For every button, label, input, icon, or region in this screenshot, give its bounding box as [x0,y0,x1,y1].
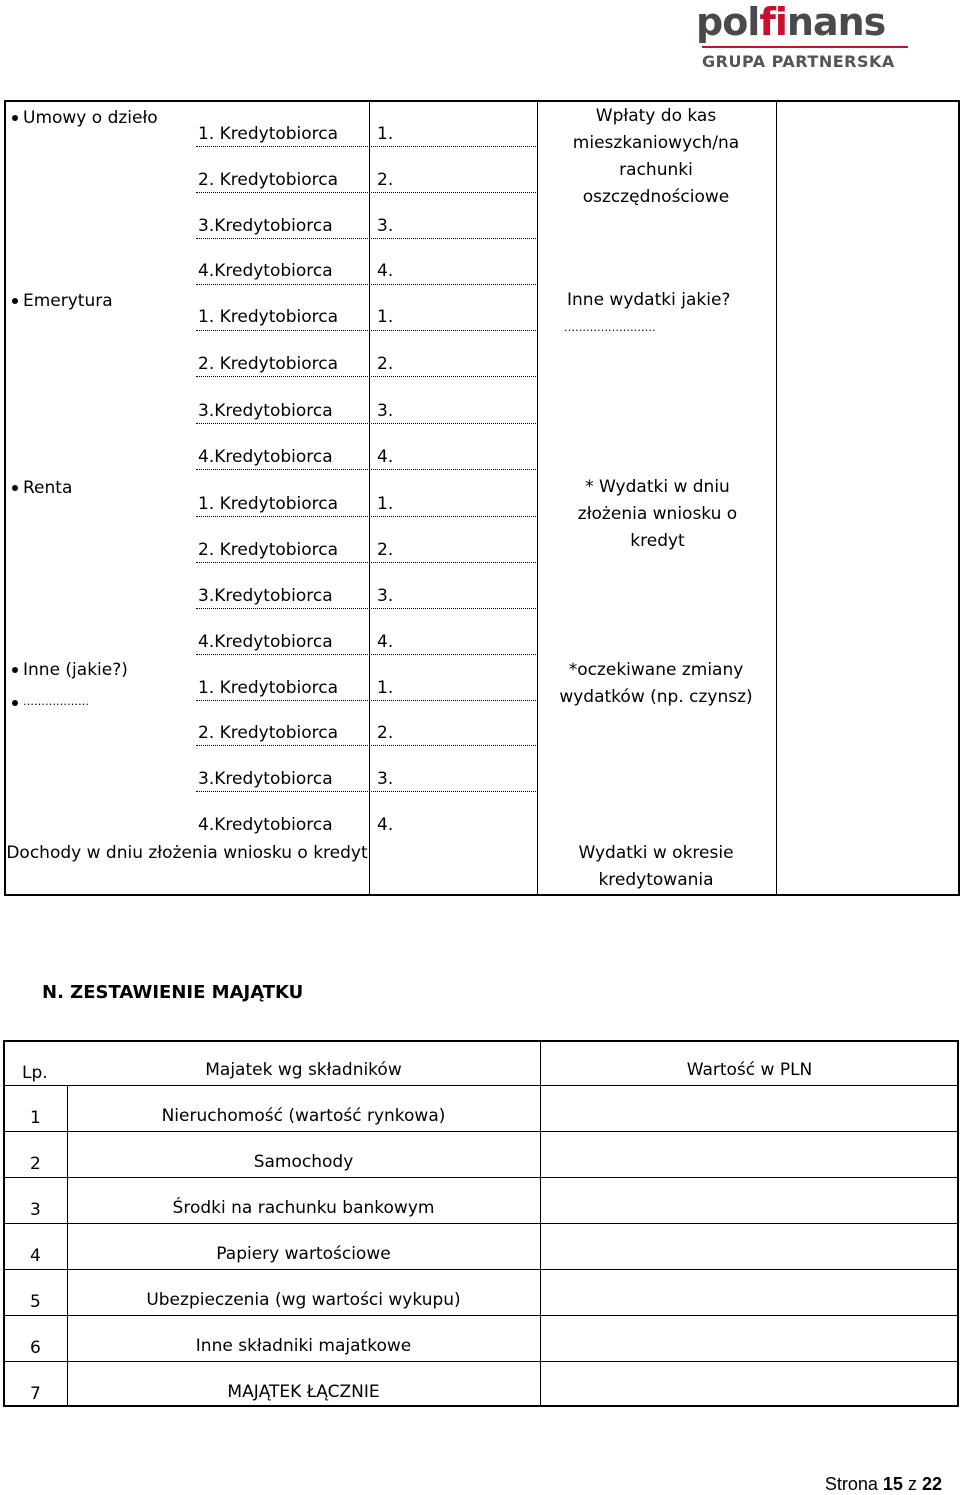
borrower-value[interactable]: 4. [377,261,394,281]
row-rule [3,1269,959,1270]
income-category-contract: Umowy o dzieło [23,108,158,128]
borrower-value[interactable]: 3. [377,401,394,421]
column-divider-3 [776,100,777,896]
borrower-name: 2. Kredytobiorca [198,354,339,374]
bullet-icon [12,667,18,673]
borrower-name: 3.Kredytobiorca [198,401,333,421]
borrower-name: 2. Kredytobiorca [198,170,339,190]
income-expense-table [4,100,960,896]
borrower-value[interactable]: 2. [377,723,394,743]
borrower-value[interactable]: 1. [377,494,394,514]
row-rule [3,1223,959,1224]
page-separator: z [907,1474,917,1494]
row-lp: 4 [30,1246,41,1266]
income-category-pension: Emerytura [23,291,113,311]
expense-savings-label: Wpłaty do kas mieszkaniowych/na rachunki oszczędnościowe [572,106,740,207]
logo-subtitle: GRUPA PARTNERSKA [702,52,895,71]
row-component: MAJĄTEK ŁĄCZNIE [227,1382,380,1402]
income-category-other: Inne (jakie?) [23,660,128,680]
borrower-name: 1. Kredytobiorca [198,124,339,144]
borrower-name: 4.Kredytobiorca [198,261,333,281]
header-lp: Lp. [22,1063,48,1083]
expense-other-label: Inne wydatki jakie? [567,290,731,310]
column-divider-2 [537,100,538,896]
bullet-icon [12,485,18,491]
borrower-value[interactable]: 1. [377,307,394,327]
row-lp: 2 [30,1154,41,1174]
borrower-name: 4.Kredytobiorca [198,815,333,835]
income-other-blank[interactable]: ……………… [23,695,89,708]
income-footer-label: Dochody w dniu złożenia wniosku o kredyt [6,843,368,863]
borrower-value[interactable]: 2. [377,540,394,560]
row-rule [3,1361,959,1362]
borrower-name: 2. Kredytobiorca [198,540,339,560]
borrower-value[interactable]: 2. [377,354,394,374]
row-component: Papiery wartościowe [216,1244,391,1264]
row-rule [3,1177,959,1178]
row-rule [196,146,536,147]
row-rule [196,700,536,701]
borrower-value[interactable]: 3. [377,586,394,606]
row-rule [196,608,536,609]
logo-wordmark: polfinans [696,0,886,44]
page-prefix: Strona [824,1474,878,1494]
header-rule [3,1085,959,1086]
row-rule [196,238,536,239]
row-component: Samochody [253,1152,354,1172]
borrower-value[interactable]: 1. [377,678,394,698]
row-rule [3,1131,959,1132]
row-rule [196,562,536,563]
borrower-name: 1. Kredytobiorca [198,494,339,514]
borrower-name: 1. Kredytobiorca [198,678,339,698]
borrower-name: 2. Kredytobiorca [198,723,339,743]
borrower-value[interactable]: 3. [377,769,394,789]
row-rule [196,654,536,655]
bullet-icon [12,700,18,706]
row-rule [3,1315,959,1316]
current-page: 15 [882,1474,903,1494]
section-title: N. ZESTAWIENIE MAJĄTKU [42,982,304,1003]
row-rule [196,469,536,470]
borrower-value[interactable]: 4. [377,447,394,467]
total-pages: 22 [921,1474,942,1494]
expense-other-blank[interactable]: ……………………. [564,321,656,334]
row-component: Nieruchomość (wartość rynkowa) [161,1106,446,1126]
borrower-name: 3.Kredytobiorca [198,586,333,606]
header-value: Wartość w PLN [686,1060,813,1080]
row-lp: 7 [30,1384,41,1404]
borrower-name: 4.Kredytobiorca [198,632,333,652]
row-rule [196,376,536,377]
column-divider-1 [369,100,370,896]
borrower-value: 4. [377,815,394,835]
logo-rule [702,46,908,48]
row-rule [196,791,536,792]
borrower-value[interactable]: 4. [377,632,394,652]
row-rule [196,192,536,193]
income-category-disability: Renta [23,478,73,498]
borrower-name: 3.Kredytobiorca [198,216,333,236]
row-component: Środki na rachunku bankowym [172,1198,435,1218]
row-rule [196,284,536,285]
row-component: Ubezpieczenia (wg wartości wykupu) [146,1290,461,1310]
row-rule [196,745,536,746]
borrower-name: 4.Kredytobiorca [198,447,333,467]
row-rule [196,423,536,424]
column-divider [540,1040,541,1407]
expense-footer-label: Wydatki w okresie kredytowania [578,843,734,890]
expense-current-note: * Wydatki w dniu złożenia wniosku o kredyt [577,477,738,551]
bullet-icon [12,298,18,304]
bullet-icon [12,115,18,121]
row-lp: 3 [30,1200,41,1220]
borrower-value[interactable]: 2. [377,170,394,190]
borrower-name: 3.Kredytobiorca [198,769,333,789]
polfinans-logo [668,0,944,78]
row-rule [196,330,536,331]
row-lp: 5 [30,1292,41,1312]
borrower-name: 1. Kredytobiorca [198,307,339,327]
row-lp: 6 [30,1338,41,1358]
borrower-value[interactable]: 1. [377,124,394,144]
row-rule [196,516,536,517]
borrower-value[interactable]: 3. [377,216,394,236]
row-component: Inne składniki majatkowe [195,1336,412,1356]
row-lp: 1 [30,1108,41,1128]
header-component: Majatek wg składników [205,1060,402,1080]
page-number [825,1474,942,1495]
expense-expected-note: *oczekiwane zmiany wydatków (np. czynsz) [559,660,753,707]
